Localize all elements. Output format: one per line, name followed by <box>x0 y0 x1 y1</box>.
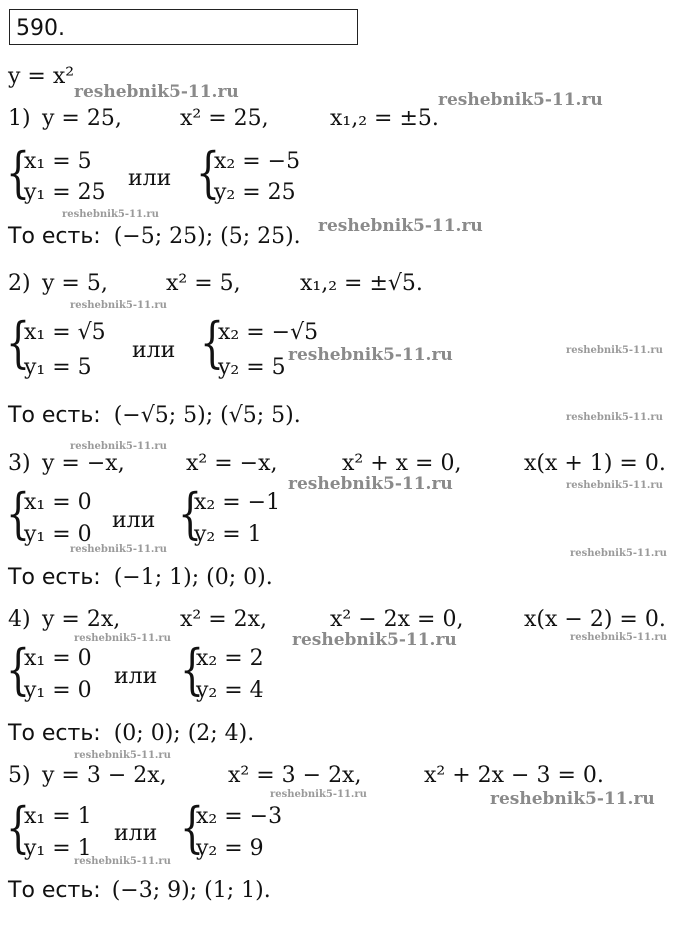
part-2-number: 2) <box>8 271 31 296</box>
part-1-x1: x₁ = 5 <box>24 149 92 174</box>
part-5-y2: y₂ = 9 <box>196 836 264 861</box>
part-2-x1: x₁ = √5 <box>24 320 106 345</box>
part-4-y1: y₁ = 0 <box>24 678 92 703</box>
part-4-square: x² = 2x, <box>180 607 268 632</box>
part-3-y2: y₂ = 1 <box>194 522 262 547</box>
part-1-brace-right: { <box>196 141 221 204</box>
watermark: reshebnik5-11.ru <box>74 633 171 644</box>
part-2-brace-left: { <box>6 311 31 374</box>
part-5-square: x² = 3 − 2x, <box>228 763 362 788</box>
part-4-answer-label: То есть: <box>8 721 101 746</box>
watermark: reshebnik5-11.ru <box>70 300 167 311</box>
part-4-answer-line <box>8 723 254 745</box>
part-5-answer-line <box>8 880 271 902</box>
part-2-roots: x₁,₂ = ±√5. <box>300 271 423 296</box>
part-4-conjunction: или <box>114 664 158 689</box>
watermark: reshebnik5-11.ru <box>70 441 167 452</box>
part-4-x1: x₁ = 0 <box>24 646 92 671</box>
watermark: reshebnik5-11.ru <box>70 544 167 555</box>
part-3-brace-right: { <box>178 482 203 545</box>
part-5-answer-label: То есть: <box>8 878 101 903</box>
function-definition: y = x² <box>8 64 75 89</box>
part-3-quadratic: x² + x = 0, <box>342 451 462 476</box>
part-5-answer: (−3; 9); (1; 1). <box>111 878 271 903</box>
part-2-answer: (−√5; 5); (√5; 5). <box>113 403 301 428</box>
part-2-answer-label: То есть: <box>8 403 101 428</box>
part-2-y1: y₁ = 5 <box>24 355 92 380</box>
part-1-square: x² = 25, <box>180 106 269 131</box>
watermark: reshebnik5-11.ru <box>570 632 667 643</box>
part-5-brace-left: { <box>6 796 31 859</box>
part-1-conjunction: или <box>128 166 172 191</box>
part-4-y2: y₂ = 4 <box>196 678 264 703</box>
part-3-equation: y = −x, <box>42 451 125 476</box>
part-3-brace-left: { <box>6 482 31 545</box>
part-2-brace-right: { <box>200 311 225 374</box>
part-3-x1: x₁ = 0 <box>24 490 92 515</box>
part-1-answer-label: То есть: <box>8 224 101 249</box>
part-3-factored: x(x + 1) = 0. <box>524 451 666 476</box>
part-5-equation: y = 3 − 2x, <box>42 763 167 788</box>
problem-number: 590. <box>16 16 65 41</box>
watermark: reshebnik5-11.ru <box>74 82 239 102</box>
watermark: reshebnik5-11.ru <box>570 548 667 559</box>
watermark: reshebnik5-11.ru <box>566 480 663 491</box>
part-3-answer-line <box>8 567 273 589</box>
part-5-quadratic: x² + 2x − 3 = 0. <box>424 763 604 788</box>
part-3-conjunction: или <box>112 508 156 533</box>
part-4-factored: x(x − 2) = 0. <box>524 607 666 632</box>
watermark: reshebnik5-11.ru <box>62 209 159 220</box>
watermark: reshebnik5-11.ru <box>270 789 367 800</box>
part-5-x1: x₁ = 1 <box>24 804 92 829</box>
watermark: reshebnik5-11.ru <box>566 345 663 356</box>
part-4-brace-left: { <box>6 638 31 701</box>
part-1-y2: y₂ = 25 <box>214 180 296 205</box>
part-1-equation: y = 25, <box>42 106 122 131</box>
part-4-x2: x₂ = 2 <box>196 646 264 671</box>
watermark: reshebnik5-11.ru <box>566 412 663 423</box>
part-4-answer: (0; 0); (2; 4). <box>113 721 255 746</box>
part-1-roots: x₁,₂ = ±5. <box>330 106 439 131</box>
part-3-x2: x₂ = −1 <box>194 490 281 515</box>
part-3-answer: (−1; 1); (0; 0). <box>113 565 273 590</box>
part-1-number: 1) <box>8 106 31 131</box>
part-4-quadratic: x² − 2x = 0, <box>330 607 464 632</box>
part-5-conjunction: или <box>114 821 158 846</box>
part-5-x2: x₂ = −3 <box>196 804 283 829</box>
part-2-y2: y₂ = 5 <box>218 355 286 380</box>
part-2-x2: x₂ = −√5 <box>218 320 319 345</box>
part-2-conjunction: или <box>132 338 176 363</box>
part-4-number: 4) <box>8 607 31 632</box>
part-1-answer: (−5; 25); (5; 25). <box>113 224 301 249</box>
watermark: reshebnik5-11.ru <box>74 856 171 867</box>
part-2-answer-line <box>8 405 301 427</box>
watermark: reshebnik5-11.ru <box>438 90 603 110</box>
part-1-brace-left: { <box>6 141 31 204</box>
part-3-number: 3) <box>8 451 31 476</box>
part-5-y1: y₁ = 1 <box>24 836 92 861</box>
part-2-equation: y = 5, <box>42 271 108 296</box>
watermark: reshebnik5-11.ru <box>292 630 457 650</box>
watermark: reshebnik5-11.ru <box>490 789 655 809</box>
part-3-square: x² = −x, <box>186 451 278 476</box>
watermark: reshebnik5-11.ru <box>74 750 171 761</box>
part-2-square: x² = 5, <box>166 271 241 296</box>
watermark: reshebnik5-11.ru <box>288 345 453 365</box>
part-3-answer-label: То есть: <box>8 565 101 590</box>
part-1-answer-line <box>8 226 301 248</box>
part-1-x2: x₂ = −5 <box>214 149 301 174</box>
part-4-equation: y = 2x, <box>42 607 121 632</box>
problem-number-box <box>9 9 358 45</box>
part-4-brace-right: { <box>180 638 205 701</box>
part-1-y1: y₁ = 25 <box>24 180 106 205</box>
part-3-y1: y₁ = 0 <box>24 522 92 547</box>
watermark: reshebnik5-11.ru <box>288 474 453 494</box>
part-5-number: 5) <box>8 763 31 788</box>
part-5-brace-right: { <box>180 796 205 859</box>
watermark: reshebnik5-11.ru <box>318 216 483 236</box>
